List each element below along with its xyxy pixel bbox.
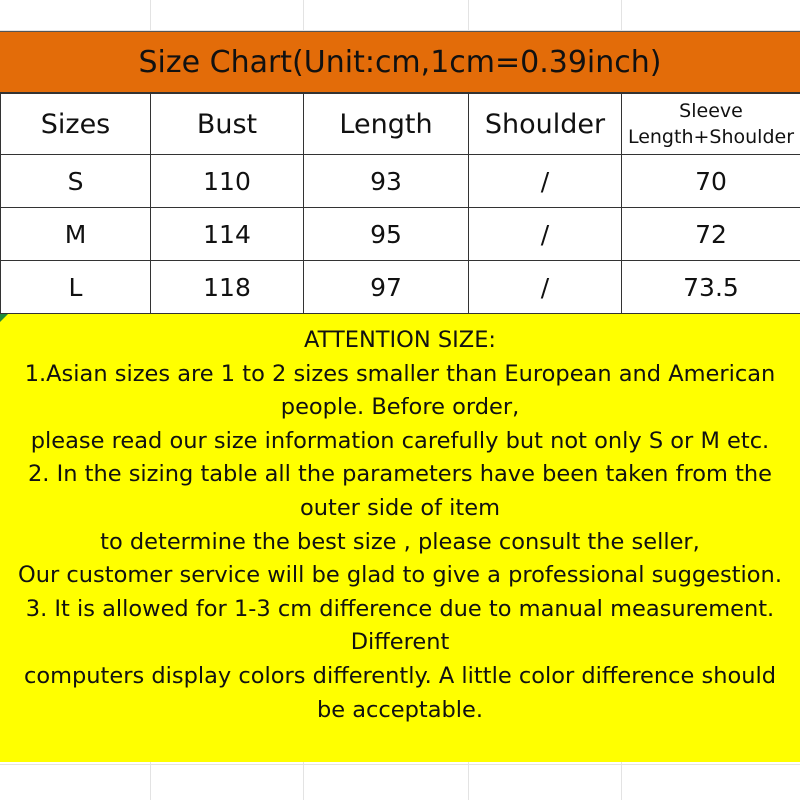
cell-shoulder: / (469, 155, 622, 208)
cell-shoulder: / (469, 261, 622, 314)
cell-sleeve: 72 (622, 208, 800, 261)
header-sizes: Sizes (1, 94, 151, 155)
header-sleeve-line1: Sleeve (679, 100, 743, 122)
cell-length: 97 (304, 261, 469, 314)
header-sleeve (622, 94, 800, 155)
cell-bust: 110 (151, 155, 304, 208)
header-sleeve-line2: Length+Shoulder (627, 126, 795, 148)
attention-heading: ATTENTION SIZE: (304, 327, 496, 353)
cell-length: 93 (304, 155, 469, 208)
table-row (1, 261, 800, 314)
attention-line: to determine the best size , please consult the seller, (100, 528, 700, 555)
cell-length: 95 (304, 208, 469, 261)
cell-bust: 114 (151, 208, 304, 261)
cell-sleeve: 70 (622, 155, 800, 208)
table-row (1, 208, 800, 261)
attention-notice (0, 314, 800, 762)
size-chart-title: Size Chart(Unit:cm,1cm=0.39inch) (0, 31, 800, 93)
header-bust: Bust (151, 94, 304, 155)
cell-shoulder: / (469, 208, 622, 261)
size-table (0, 93, 800, 314)
header-length: Length (304, 94, 469, 155)
attention-line: computers display colors differently. A little color difference should be acceptable. (23, 662, 777, 723)
cell-size: S (1, 155, 151, 208)
cell-sleeve: 73.5 (622, 261, 800, 314)
attention-line: 1.Asian sizes are 1 to 2 sizes smaller than European and American people. Before order, (24, 360, 776, 421)
attention-line: 2. In the sizing table all the parameters have been taken from the outer side of item (27, 461, 773, 521)
attention-line: please read our size information carefully but not only S or M etc. (30, 427, 770, 454)
cell-corner-marker (0, 314, 8, 322)
table-header-row (1, 94, 800, 155)
attention-line: 3. It is allowed for 1-3 cm difference due to manual measurement. Different (25, 595, 775, 656)
cell-size: L (1, 261, 151, 314)
attention-line: Our customer service will be glad to give a professional suggestion. (18, 562, 782, 589)
header-shoulder: Shoulder (469, 94, 622, 155)
cell-size: M (1, 208, 151, 261)
cell-bust: 118 (151, 261, 304, 314)
table-row (1, 155, 800, 208)
